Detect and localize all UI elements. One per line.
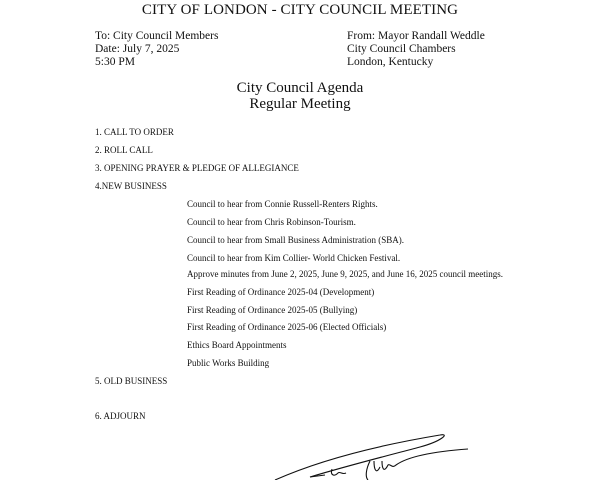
agenda-item: 4.NEW BUSINESS [95,181,167,191]
memo-time: 5:30 PM [95,56,135,68]
new-business-item: First Reading of Ordinance 2025-04 (Development) [187,287,375,297]
memo-date: Date: July 7, 2025 [95,43,180,55]
new-business-item: Council to hear from Connie Russell-Renters Rights. [187,199,378,209]
new-business-item: Council to hear from Chris Robinson-Tourism. [187,217,356,227]
new-business-item: Council to hear from Kim Collier- World Chicken Festival. [187,253,401,263]
agenda-item: 1. CALL TO ORDER [95,127,174,137]
agenda-subtitle: Regular Meeting [249,96,351,112]
new-business-item: Council to hear from Small Business Administration (SBA). [187,235,404,245]
new-business-item: First Reading of Ordinance 2025-06 (Elected Officials) [187,322,387,332]
memo-to: To: City Council Members [95,30,219,42]
memo-location: City Council Chambers [347,43,456,55]
memo-city: London, Kentucky [347,56,434,68]
document-title: CITY OF LONDON - CITY COUNCIL MEETING [141,2,459,18]
agenda-item-old-business: 5. OLD BUSINESS [95,376,168,386]
memo-from-block [347,30,485,69]
new-business-item: Public Works Building [187,358,270,368]
signature [270,425,470,480]
agenda-heading [0,80,600,112]
memo-from: From: Mayor Randall Weddle [347,30,485,42]
agenda-title: City Council Agenda [236,80,364,96]
new-business-item: Ethics Board Appointments [187,340,287,350]
new-business-item: First Reading of Ordinance 2025-05 (Bullying) [187,305,358,315]
new-business-item: Approve minutes from June 2, 2025, June 9, 2025, and June 16, 2025 council meetings. [187,269,503,279]
agenda-item: 2. ROLL CALL [95,145,153,155]
agenda-item-adjourn: 6. ADJOURN [95,411,146,421]
memo-to-block [95,30,218,69]
agenda-item: 3. OPENING PRAYER & PLEDGE OF ALLEGIANCE [95,163,299,173]
